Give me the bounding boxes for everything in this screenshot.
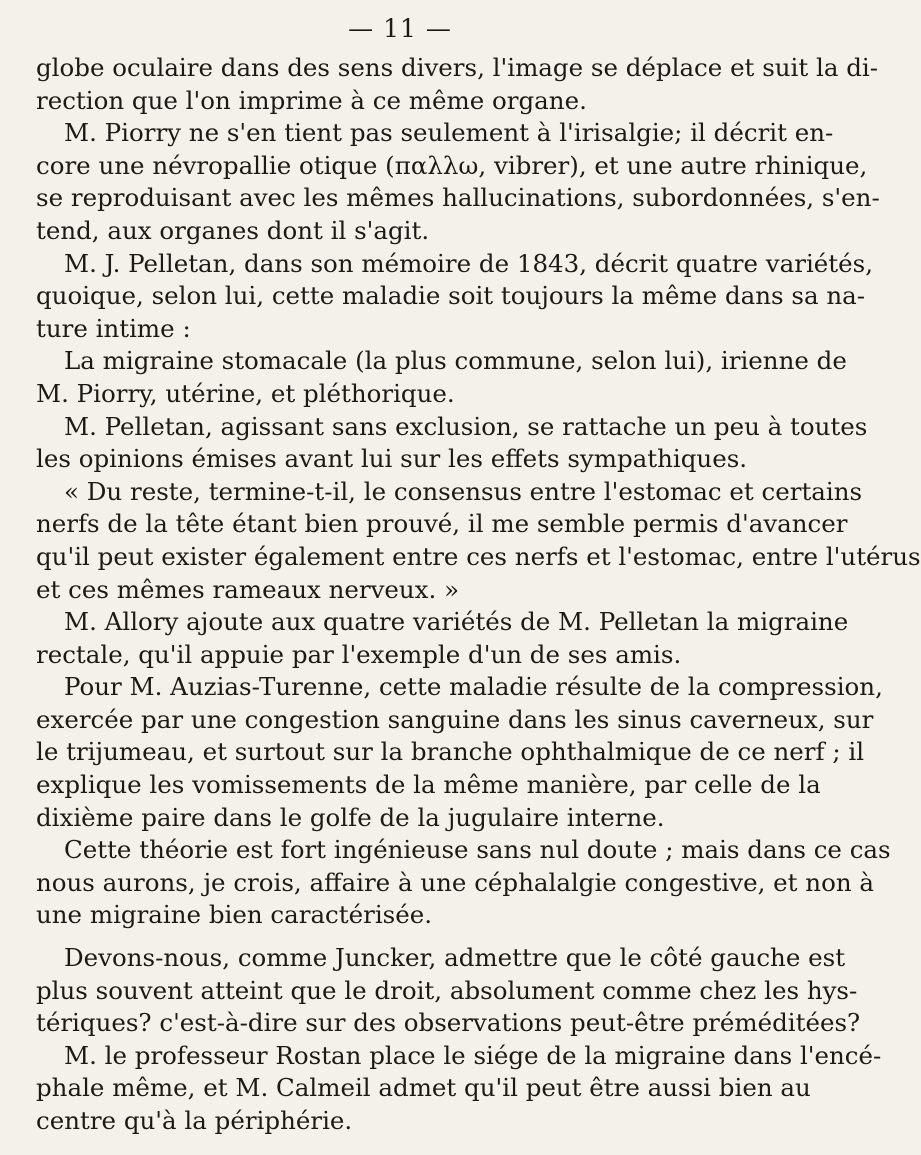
paragraph [36, 52, 879, 117]
text-line: et ces mêmes rameaux nerveux. » [36, 574, 460, 604]
text-line: phale même, et M. Calmeil admet qu'il peut être aussi bien au [36, 1073, 811, 1103]
text-line: ture intime : [36, 313, 191, 343]
text-line: rectale, qu'il appuie par l'exemple d'un de ses amis. [36, 639, 682, 669]
text-line: les opinions émises avant lui sur les effets sympathiques. [36, 444, 748, 474]
text-line: globe oculaire dans des sens divers, l'image se déplace et suit la di- [36, 53, 879, 82]
text-line: La migraine stomacale (la plus commune, selon lui), irienne de [64, 346, 847, 376]
text-line: Cette théorie est fort ingénieuse sans nul doute ; mais dans ce cas [64, 835, 891, 865]
paragraph [36, 476, 921, 606]
text-line: dixième paire dans le golfe de la jugulaire interne. [36, 802, 665, 832]
text-line: nerfs de la tête étant bien prouvé, il me semble permis d'avancer [36, 509, 848, 539]
paragraph [36, 942, 861, 1040]
text-line: nous aurons, je crois, affaire à une céphalalgie congestive, et non à [36, 867, 875, 897]
text-line: M. J. Pelletan, dans son mémoire de 1843, décrit quatre variétés, [64, 248, 873, 278]
text-line: Pour M. Auzias-Turenne, cette maladie résulte de la compression, [64, 672, 883, 702]
text-line: quoique, selon lui, cette maladie soit toujours la même dans sa na- [36, 281, 866, 311]
text-line: M. Piorry, utérine, et pléthorique. [36, 378, 455, 408]
page-number: — 11 — [348, 14, 452, 43]
paragraph [36, 411, 868, 476]
text-line: exercée par une congestion sanguine dans les sinus caverneux, sur [36, 704, 874, 734]
text-line: une migraine bien caractérisée. [36, 900, 433, 930]
text-line: explique les vomissements de la même manière, par celle de la [36, 770, 821, 800]
text-line: plus souvent atteint que le droit, absolument comme chez les hys- [36, 975, 858, 1005]
text-line: M. Piorry ne s'en tient pas seulement à l'irisalgie; il décrit en- [64, 118, 834, 148]
text-line: M. Allory ajoute aux quatre variétés de M. Pelletan la migraine [64, 607, 849, 637]
text-line: « Du reste, termine-t-il, le consensus entre l'estomac et certains [64, 476, 863, 506]
text-line: tend, aux organes dont il s'agit. [36, 215, 430, 245]
text-line: M. le professeur Rostan place le siége de la migraine dans l'encé- [64, 1040, 882, 1070]
paragraph [36, 671, 883, 834]
text-line: le trijumeau, et surtout sur la branche ophthalmique de ce nerf ; il [36, 737, 865, 767]
paragraph [36, 606, 849, 671]
text-line: M. Pelletan, agissant sans exclusion, se rattache un peu à toutes [64, 411, 868, 441]
paragraph [36, 117, 880, 247]
paragraph [36, 834, 891, 932]
text-line: Devons-nous, comme Juncker, admettre que le côté gauche est [64, 943, 846, 973]
text-line: core une névropallie otique (παλλω, vibrer), et une autre rhinique, [36, 150, 868, 180]
paragraph [36, 1040, 882, 1138]
text-line: qu'il peut exister également entre ces nerfs et l'estomac, entre l'utérus [36, 541, 921, 571]
text-line: se reproduisant avec les mêmes hallucinations, subordonnées, s'en- [36, 183, 880, 213]
text-line: tériques? c'est-à-dire sur des observations peut-être préméditées? [36, 1008, 861, 1038]
body-text [36, 52, 921, 1138]
text-line: rection que l'on imprime à ce même organe. [36, 85, 587, 115]
text-line: centre qu'à la périphérie. [36, 1106, 353, 1135]
paragraph [36, 248, 873, 346]
paragraph [36, 345, 847, 410]
